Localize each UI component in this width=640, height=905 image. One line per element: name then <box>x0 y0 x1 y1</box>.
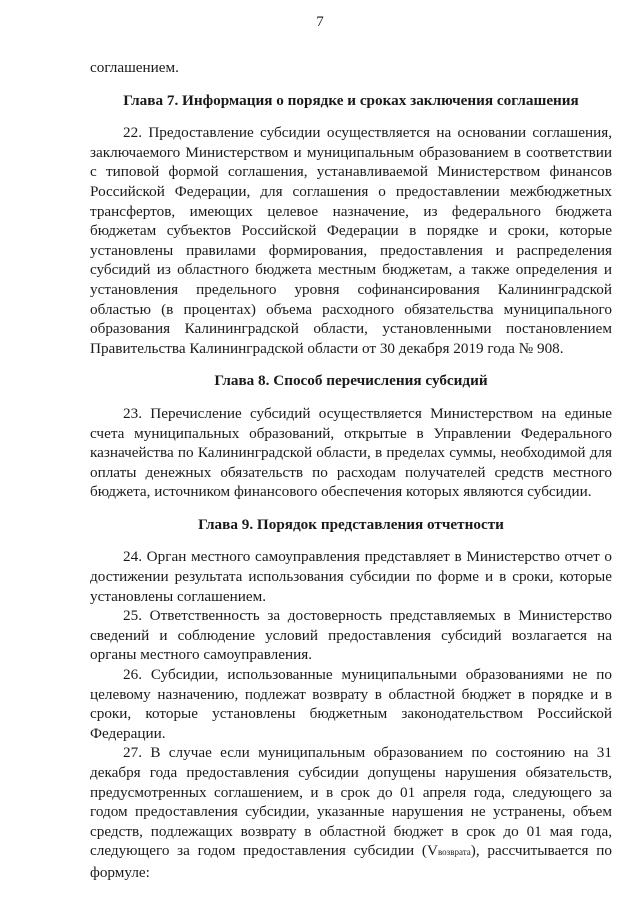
paragraph-26: 26. Субсидии, использованные муниципальными образованиями не по целевому назначению, подлежат возврату в областной бюджет в порядке и в сроки, которые установлены бюджетным законодательством Российской Федерации. <box>90 666 612 742</box>
continuation-text: соглашением. <box>90 59 179 76</box>
paragraph-27-main: 27. В случае если муниципальным образованием по состоянию на 31 декабря года предоставления субсидии допущены нарушения обязательств, предусмотренных соглашением, и в срок до 01 апреля года, следующего за годом предоставления субсидии, указанные нарушения не устранены, объем средств, подлежащих возврату в областной бюджет в срок до 01 мая года, следующего за годом предоставления субсидии (V <box>90 744 612 860</box>
paragraph-27-end: ), рассчитывается по формуле: <box>90 842 612 881</box>
paragraph-23: 23. Перечисление субсидий осуществляется Министерством на единые счета муниципальных образований, открытые в Управлении Федерального казначейства по Калининградской области, в пределах суммы, необходимой для оплаты денежных обязательств по расходам получателей средств местного бюджета, источником финансового обеспечения которых являются субсидии. <box>90 404 612 501</box>
chapter-7-heading: Глава 7. Информация о порядке и сроках заключения соглашения <box>123 91 579 109</box>
paragraph-25: 25. Ответственность за достоверность представляемых в Министерство сведений и соблюдение условий предоставления субсидий возлагается на органы местного самоуправления. <box>90 607 612 664</box>
v-return-subscript: возврата <box>437 847 471 858</box>
page-number: 7 <box>316 14 324 30</box>
document-body <box>90 58 612 883</box>
paragraph-27 <box>90 743 612 882</box>
paragraph-24: 24. Орган местного самоуправления представляет в Министерство отчет о достижении результата использования субсидии по форме и в сроки, которые установлены соглашением. <box>90 548 612 605</box>
chapter-9-heading: Глава 9. Порядок представления отчетности <box>198 515 504 533</box>
paragraph-22: 22. Предоставление субсидии осуществляется на основании соглашения, заключаемого Министерством и муниципальным образованием в соответствии с типовой формой соглашения, устанавливаемой Министерством финансов Российской Федерации, для соглашения о предоставлении межбюджетных трансфертов, имеющих целевое назначение, из федерального бюджета бюджетам субъектов Российской Федерации в порядке и сроки, которые установлены правилами формирования, предоставления и распределения субсидий из областного бюджета местным бюджетам, а также определения и установления предельного уровня софинансирования Калининградской областью (в процентах) объема расходного обязательства муниципального образования Калининградской области, установленными постановлением Правительства Калининградской области от 30 декабря 2019 года № 908. <box>90 124 612 357</box>
chapter-8-heading: Глава 8. Способ перечисления субсидий <box>214 372 488 390</box>
